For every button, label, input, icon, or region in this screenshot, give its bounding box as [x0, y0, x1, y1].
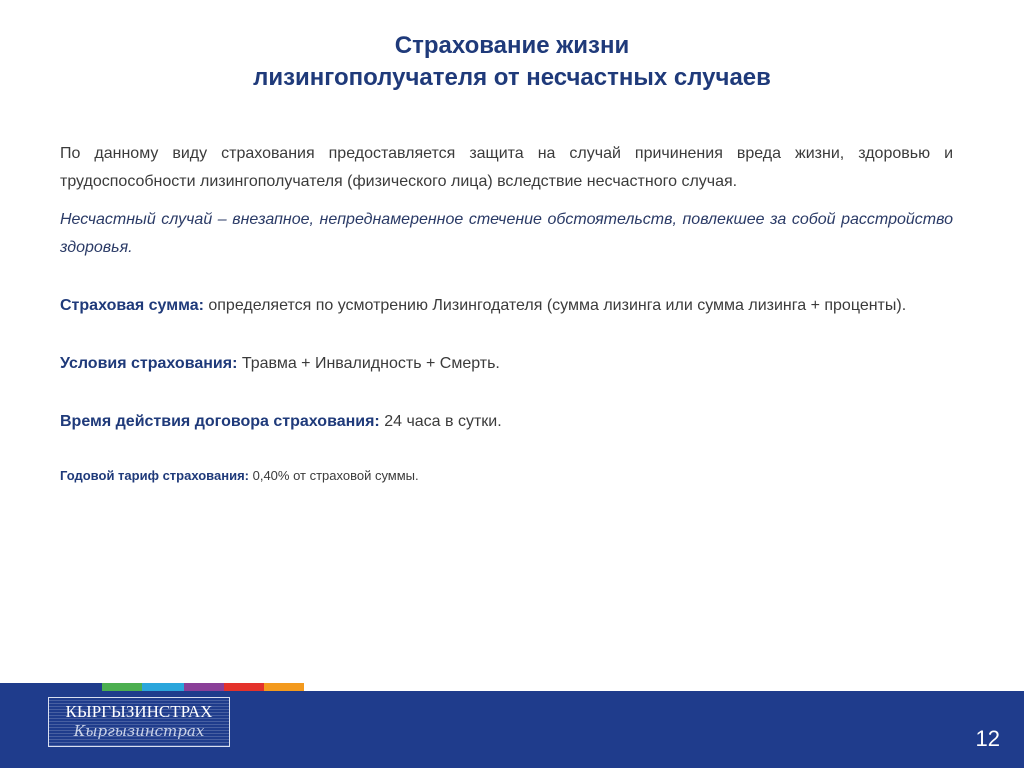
conditions-label: Условия страхования: [60, 355, 238, 372]
sum-insured-label: Страховая сумма: [60, 297, 204, 314]
slide-title [0, 30, 1024, 94]
color-stripe-orange [264, 683, 304, 691]
color-stripe-blue [0, 683, 102, 691]
slide-body [60, 140, 953, 486]
conditions-paragraph [60, 350, 953, 378]
logo-script: Кыргызинстрах [73, 722, 205, 740]
color-stripe-green [102, 683, 142, 691]
page-number: 12 [975, 726, 1000, 751]
company-logo [48, 697, 230, 747]
color-stripe-cyan [142, 683, 184, 691]
sum-insured-text: определяется по усмотрению Лизингодателя (сумма лизинга или сумма лизинга + проценты). [203, 297, 907, 314]
coverage-description: По данному виду страхования предоставляется защита на случай причинения вреда жизни, здоровью и трудоспособности лизингополучателя (физического лица) вследствие несчастного случая. [60, 145, 953, 190]
color-stripe-red [224, 683, 264, 691]
tariff-label: Годовой тариф страхования: [60, 468, 249, 483]
logo-wordmark: КЫРГЫЗИНСТРАХ [65, 702, 213, 721]
validity-label: Время действия договора страхования: [60, 413, 380, 430]
slide-title-line-2: лизингополучателя от несчастных случаев [253, 64, 771, 91]
slide-title-line-1: Страхование жизни [394, 32, 630, 59]
tariff-text: 0,40% от страховой суммы. [249, 468, 419, 483]
accident-definition: Несчастный случай – внезапное, непреднамеренное стечение обстоятельств, повлекшее за собой расстройство здоровья. [60, 211, 953, 256]
sum-insured-paragraph [60, 292, 953, 320]
color-stripe-purple [184, 683, 224, 691]
validity-paragraph [60, 408, 953, 436]
validity-text: 24 часа в сутки. [379, 413, 502, 430]
tariff-paragraph [60, 466, 953, 486]
conditions-text: Травма + Инвалидность + Смерть. [237, 355, 500, 372]
